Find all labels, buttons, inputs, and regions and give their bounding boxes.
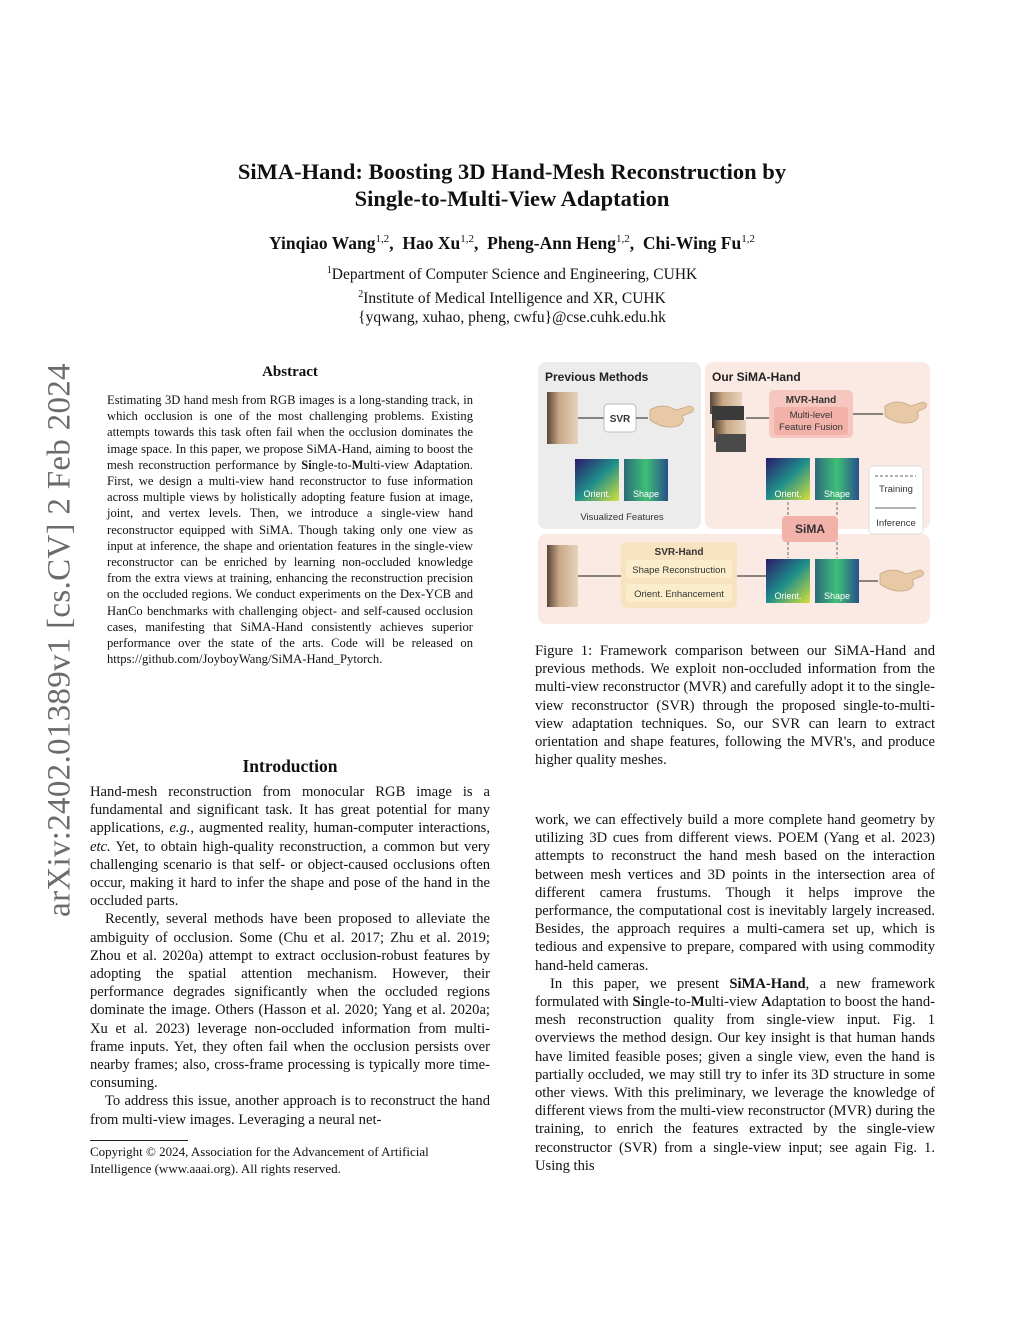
affiliation-1: $^1$Department of Computer Science and Engineering, CUHK	[326, 265, 698, 284]
figure-1	[538, 362, 930, 624]
figure-caption: Figure 1: Framework comparison between our SiMA-Hand and previous methods. We exploit non-occluded information from the multi-view reconstructor (MVR) and carefully adopt it to the single-view reconstructor (SVR) through the proposed single-to-multi-view adaptation techniques. So, our SVR can learn to extract orientation and shape features, following the MVR's, and produce higher quality meshes.	[535, 643, 935, 769]
paragraph: To address this issue, another approach is to reconstruct the hand from multi-view images. Leveraging a neural net-	[90, 1093, 490, 1128]
our-method-title: Our SiMA-Hand	[712, 370, 801, 384]
right-column-body	[535, 811, 935, 1175]
svg-text:SiMA: SiMA	[795, 522, 825, 536]
author-sup: 1,2	[460, 233, 474, 246]
arxiv-stamp: arXiv:2402.01389v1 [cs.CV] 2 Feb 2024	[41, 363, 78, 917]
author-sup: 1,2	[375, 233, 390, 246]
copyright-footnote: Copyright © 2024, Association for the Advancement of Artificial Intelligence (www.aaai.org). All rights reserved.	[90, 1144, 429, 1176]
svg-text:Orient. Enhancement: Orient. Enhancement	[634, 589, 724, 600]
svg-text:Shape Reconstruction: Shape Reconstruction	[632, 565, 726, 576]
paper-title	[100, 158, 924, 212]
svg-text:Orient.: Orient.	[774, 591, 802, 601]
input-image	[547, 392, 578, 444]
svg-text:Orient.: Orient.	[583, 489, 611, 499]
author-sup: 1,2	[741, 233, 755, 246]
previous-methods-panel	[538, 362, 701, 529]
intro-body	[90, 783, 490, 1129]
visualized-features-label: Visualized Features	[580, 512, 664, 523]
author-list: Yinqiao Wang$^{1,2}$, Hao Xu$^{1,2}$, Pheng-Ann Heng$^{1,2}$, Chi-Wing Fu$^{1,2}$	[269, 233, 755, 253]
svg-text:Feature Fusion: Feature Fusion	[779, 422, 843, 433]
previous-methods-title: Previous Methods	[545, 370, 649, 384]
author-name: Yinqiao Wang	[269, 233, 376, 253]
paragraph: Recently, several methods have been proposed to alleviate the ambiguity of occlusion. Some (Chu et al. 2017; Zhu et al. 2019; Zhou et al. 2020a) attempt to extract occlusion-robust features by adopting the spatial attention mechanism. However, their performance degrades significantly when the occluded regions dominate the image. Others (Hasson et al. 2020; Yang et al. 2020a; Xu et al. 2023) leverage non-occluded information from multi-frame inputs. Yet, they often fail when the occlusion persists over nearby frames; also, cross-frame processing is typically more time-consuming.	[90, 911, 490, 1092]
svg-text:Shape: Shape	[632, 489, 660, 499]
legend-training: Training	[879, 484, 913, 495]
svg-text:Orient.: Orient.	[774, 489, 802, 499]
author-name: Hao Xu	[402, 233, 461, 253]
svg-text:MVR-Hand: MVR-Hand	[785, 395, 837, 406]
title-line-2: Single-to-Multi-View Adaptation	[354, 186, 670, 211]
author-name: Pheng-Ann Heng	[487, 233, 616, 253]
abstract-heading: Abstract	[262, 364, 318, 380]
bottom-input-image	[547, 545, 578, 607]
author-name: Chi-Wing Fu	[642, 233, 742, 253]
svg-text:Multi-level: Multi-level	[789, 410, 833, 421]
svg-text:SVR: SVR	[609, 414, 631, 425]
abstract-body: Estimating 3D hand mesh from RGB images is a long-standing track, in which occlusion is one of the most challenging problems. Existing attempts towards this task often fail when the occlusion dominates the image space. In this paper, we propose SiMA-Hand, aiming to boost the mesh reconstruction performance by Single-to-Multi-view Adaptation. First, we design a multi-view hand reconstructor to fuse information across multiple views by holistically adopting feature fusion at image, joint, and vertex levels. Then, we introduce a single-view hand reconstructor equipped with SiMA. Though taking only one view as input at inference, the shape and orientation features in the single-view reconstructor can be enriched by learning non-occluded knowledge from the extra views at training, enhancing the reconstruction precision on the occluded regions. We conduct experiments on the Dex-YCB and HanCo benchmarks with challenging object- and self-caused occlusion cases, manifesting that SiMA-Hand consistently achieves superior performance over the state of the arts. Code will be released on https://github.com/JoyboyWang/SiMA-Hand_Pytorch.	[107, 393, 473, 667]
paragraph: In this paper, we present SiMA-Hand, a new framework formulated with Single-to-Multi-view Adaptation to boost the hand-mesh reconstruction quality from single-view input. Fig. 1 overviews the method design. Our key insight is that human hands have limited feasible poses; given a single view, even the hand is partially occluded, we may still try to infer its 3D structure in some other views. With this preliminary, we leverage the knowledge of different views from the multi-view reconstructor (MVR) during the training, to enrich the features extracted by the single-view reconstructor (SVR) from a single-view input; see again Fig. 1. Using this	[535, 975, 935, 1174]
footnote-rule	[90, 1140, 188, 1141]
affiliation-2: $^2$Institute of Medical Intelligence and XR, CUHK	[358, 288, 666, 307]
affiliations	[100, 261, 924, 328]
paragraph: work, we can effectively build a more complete hand geometry by utilizing 3D cues from different views. POEM (Yang et al. 2023) attempts to reconstruct the hand mesh based on the interaction between mesh vertices and 3D points in the intersection area of different camera frustums. Though it helps improve the performance, the computational cost is inevitably largely increased. Besides, the approach requires a multi-camera set up, which is tedious and expensive to prepare, compared with using commodity hand-held cameras.	[535, 812, 935, 974]
paragraph: Hand-mesh reconstruction from monocular RGB image is a fundamental and significant task. It has great potential for many applications, e.g., augmented reality, human-computer interactions, etc. Yet, to obtain high-quality reconstruction, a common but very challenging scenario is that self- or object-caused occlusions often occur, making it hard to infer the shape and pose of the hand in the occluded parts.	[90, 784, 490, 910]
author-sup: 1,2	[615, 233, 630, 246]
svg-text:Shape: Shape	[823, 591, 851, 601]
section-heading-introduction: Introduction	[242, 756, 338, 776]
svg-text:SVR-Hand: SVR-Hand	[654, 547, 704, 558]
title-line-1: SiMA-Hand: Boosting 3D Hand-Mesh Reconstruction by	[237, 159, 787, 184]
svg-text:Shape: Shape	[823, 489, 851, 499]
email: {yqwang, xuhao, pheng, cwfu}@cse.cuhk.edu.hk	[358, 309, 666, 327]
legend-inference: Inference	[876, 518, 916, 529]
